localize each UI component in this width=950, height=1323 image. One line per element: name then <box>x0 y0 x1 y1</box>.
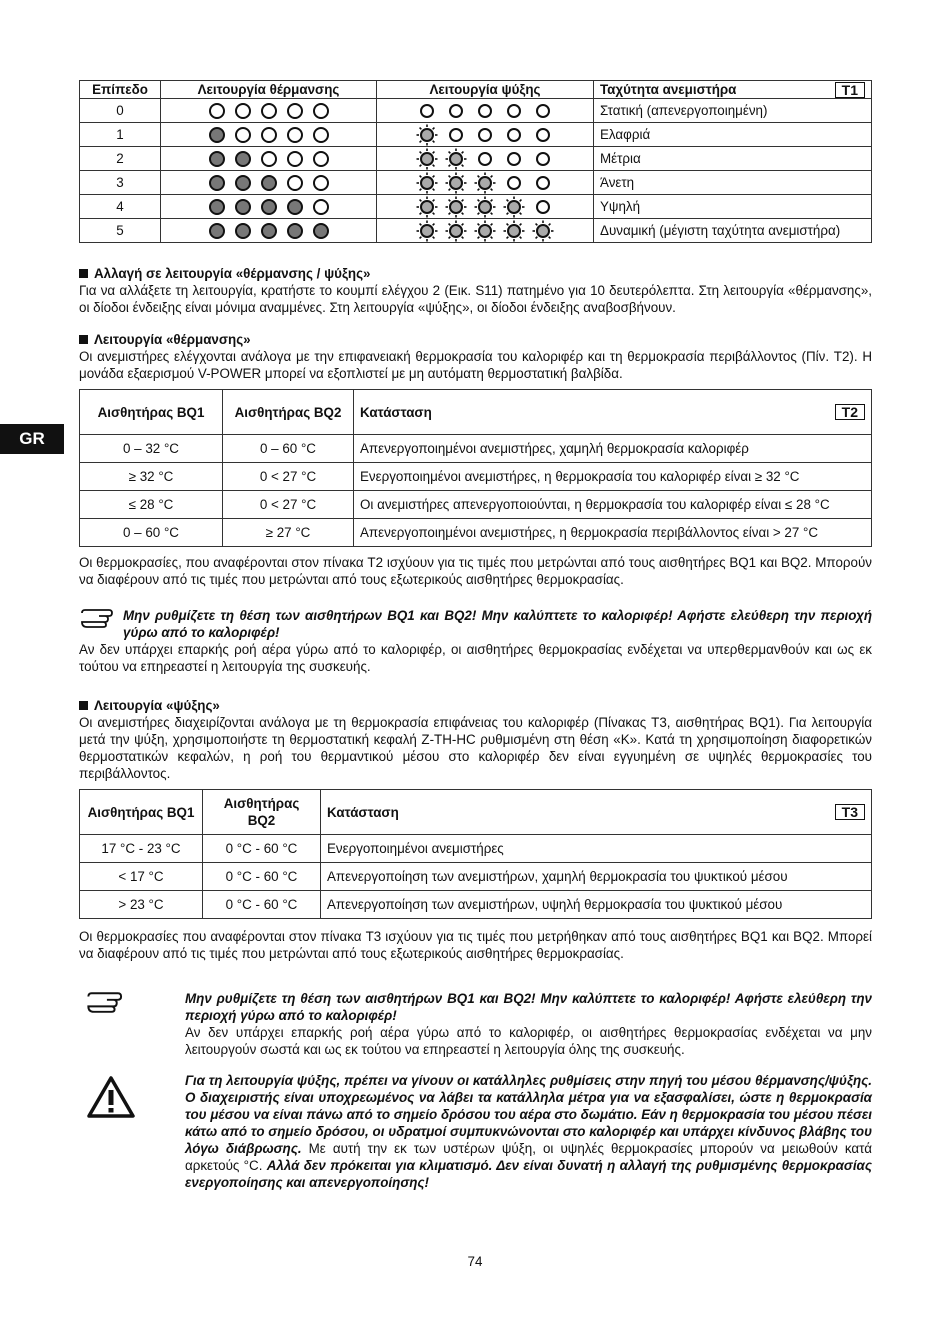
led-off-icon <box>445 100 467 122</box>
t3-cell: 17 °C - 23 °C <box>80 835 203 863</box>
led-off-icon <box>532 196 554 218</box>
table-row <box>80 519 872 547</box>
table-row <box>80 99 872 123</box>
section-text: Για να αλλάξετε τη λειτουργία, κρατήστε το κουμπί ελέγχου 2 (Εικ. S11) πατημένο για 10 δευτερόλεπτα. Στη λειτουργία «θέρμανσης», οι δίοδοι ένδειξης είναι μόνιμα αναμμένες. Στη λειτουργία «ψύξης», οι δίοδοι ένδειξης αναβοσβήνουν. <box>79 283 872 315</box>
led-off-icon <box>261 103 277 119</box>
t2-cell: Απενεργοποιημένοι ανεμιστήρες, η θερμοκρασία περιβάλλοντος είναι > 27 °C <box>354 519 872 547</box>
led-off-icon <box>503 124 525 146</box>
led-off-icon <box>416 100 438 122</box>
t1-level-cell: 1 <box>80 123 161 147</box>
led-blinking-icon <box>445 148 467 170</box>
caution-bold-1: Για τη λειτουργία ψύξης, πρέπει να γίνουν οι κατάλληλες ρυθμίσεις στην πηγή του μέσου θέρμανσης/ψύξης. Ο διαχειριστής είναι υποχρεωμένος να λάβει τα κατάλληλα μέτρα για να εξασφαλίσει, ώστε η θερμοκρασία του μέσου να είναι πάνω από το σημείο δρόσου του αέρα στο δωμάτιο. Εάν η θερμοκρασία του μέσου πέσει κάτω από το σημείο δρόσου, οι υδρατμοί συμπυκνώνονται στο καλοριφέρ και υπάρχει κίνδυνος βλάβης του λόγω διάβρωσης. <box>185 1073 872 1156</box>
led-off-icon <box>474 148 496 170</box>
t2-cell: 0 < 27 °C <box>223 463 354 491</box>
led-on-icon <box>209 151 225 167</box>
caution-bold-2: Αλλά δεν πρόκειται για κλιματισμό. Δεν είναι δυνατή η αλλαγή της ρυθμισμένης θερμοκρασίας ενεργοποίησης και απενεργοποίησης! <box>185 1158 872 1190</box>
t2-cell: Οι ανεμιστήρες απενεργοποιούνται, η θερμοκρασία του καλοριφέρ είναι ≤ 28 °C <box>354 491 872 519</box>
section-heading: Λειτουργία «θέρμανσης» <box>94 332 251 347</box>
warning-block-1 <box>79 607 872 675</box>
section-heading: Λειτουργία «ψύξης» <box>94 698 220 713</box>
t1-level-cell: 4 <box>80 195 161 219</box>
led-off-icon <box>313 103 329 119</box>
t2-cell: ≤ 28 °C <box>80 491 223 519</box>
led-off-icon <box>445 124 467 146</box>
t2-cell: 0 – 60 °C <box>223 435 354 463</box>
t1-cooling-cell <box>377 219 594 243</box>
led-on-icon <box>287 223 303 239</box>
led-blinking-icon <box>474 196 496 218</box>
t3-cell: Απενεργοποίηση των ανεμιστήρων, χαμηλή θερμοκρασία του ψυκτικού μέσου <box>321 863 872 891</box>
pointing-hand-icon <box>85 990 131 1014</box>
bullet-icon <box>79 335 88 344</box>
led-blinking-icon <box>416 124 438 146</box>
led-blinking-icon <box>416 148 438 170</box>
led-on-icon <box>313 223 329 239</box>
table-row <box>80 123 872 147</box>
led-on-icon <box>209 223 225 239</box>
t1-heating-cell <box>161 171 377 195</box>
led-blinking-icon <box>416 196 438 218</box>
bullet-icon <box>79 701 88 710</box>
led-blinking-icon <box>532 220 554 242</box>
t1-cooling-cell <box>377 99 594 123</box>
table-row <box>80 835 872 863</box>
t1-cooling-cell <box>377 195 594 219</box>
caution-text <box>185 1072 872 1191</box>
led-on-icon <box>209 175 225 191</box>
t1-speed-cell: Υψηλή <box>594 195 872 219</box>
t3-cell: 0 °C - 60 °C <box>203 835 321 863</box>
t3-cell: 0 °C - 60 °C <box>203 891 321 919</box>
led-on-icon <box>235 175 251 191</box>
led-off-icon <box>287 103 303 119</box>
page-number: 74 <box>467 1254 483 1269</box>
table-row <box>80 463 872 491</box>
led-on-icon <box>261 223 277 239</box>
t1-cooling-cell <box>377 171 594 195</box>
caution-block <box>79 1072 872 1191</box>
t1-header-speed <box>594 81 872 99</box>
led-blinking-icon <box>445 172 467 194</box>
led-off-icon <box>313 151 329 167</box>
t3-header-bq2: Αισθητήρας BQ2 <box>203 790 321 835</box>
t2-header-status-label: Κατάσταση <box>360 404 432 420</box>
led-blinking-icon <box>503 220 525 242</box>
section-mode-change <box>79 265 872 316</box>
led-on-icon <box>235 223 251 239</box>
caution-plain: Με αυτή την εκ των υστέρων ψύξη, οι υψηλές θερμοκρασίες μπορούν να μειωθούν κατά αρκετούς °C. <box>185 1141 872 1173</box>
led-off-icon <box>532 100 554 122</box>
led-blinking-icon <box>445 220 467 242</box>
section-heating <box>79 331 872 382</box>
table-tag-t3: T3 <box>835 804 865 820</box>
t2-header-bq2: Αισθητήρας BQ2 <box>223 390 354 435</box>
led-off-icon <box>532 124 554 146</box>
pointing-hand-icon <box>79 607 121 629</box>
table-row <box>80 195 872 219</box>
table-t1 <box>79 80 872 243</box>
table-t2 <box>79 389 872 547</box>
t3-cell: Ενεργοποιημένοι ανεμιστήρες <box>321 835 872 863</box>
led-off-icon <box>287 127 303 143</box>
t1-speed-cell: Στατική (απενεργοποιημένη) <box>594 99 872 123</box>
led-off-icon <box>261 151 277 167</box>
bullet-icon <box>79 269 88 278</box>
led-off-icon <box>313 127 329 143</box>
led-on-icon <box>235 151 251 167</box>
t2-cell: 0 – 32 °C <box>80 435 223 463</box>
warning-1-text: Αν δεν υπάρχει επαρκής ροή αέρα γύρω από το καλοριφέρ, οι αισθητήρες θερμοκρασίας ενδέχεται να υπερθερμανθούν και ως εκ τούτου να επηρεαστεί η λειτουργία της συσκευής. <box>79 642 872 674</box>
warning-2-bold: Μην ρυθμίζετε τη θέση των αισθητήρων BQ1 και BQ2! Μην καλύπτετε το καλοριφέρ! Αφήστε ελεύθερη την περιοχή γύρω από το καλοριφέρ! <box>185 991 872 1023</box>
t1-level-cell: 5 <box>80 219 161 243</box>
led-off-icon <box>287 151 303 167</box>
led-on-icon <box>209 199 225 215</box>
t2-header-bq1: Αισθητήρας BQ1 <box>80 390 223 435</box>
t1-level-cell: 0 <box>80 99 161 123</box>
t2-note <box>79 554 872 588</box>
table-t3 <box>79 789 872 919</box>
section-text: Οι ανεμιστήρες ελέγχονται ανάλογα με την επιφανειακή θερμοκρασία του καλοριφέρ και τη θερμοκρασία περιβάλλοντος (Πίν. T2). Η μονάδα εξαερισμού V-POWER μπορεί να εξοπλιστεί με μη αυτόματη θερμοστατική βαλβίδα. <box>79 349 872 381</box>
led-on-icon <box>209 127 225 143</box>
t2-cell: ≥ 32 °C <box>80 463 223 491</box>
led-off-icon <box>287 175 303 191</box>
table-row <box>80 147 872 171</box>
led-on-icon <box>261 199 277 215</box>
t1-header-level: Επίπεδο <box>80 81 161 99</box>
led-blinking-icon <box>474 172 496 194</box>
t2-cell: 0 – 60 °C <box>80 519 223 547</box>
t1-heating-cell <box>161 195 377 219</box>
led-off-icon <box>313 175 329 191</box>
led-off-icon <box>503 172 525 194</box>
table-row <box>80 171 872 195</box>
led-blinking-icon <box>416 172 438 194</box>
t2-cell: Ενεργοποιημένοι ανεμιστήρες, η θερμοκρασία του καλοριφέρ είναι ≥ 32 °C <box>354 463 872 491</box>
led-off-icon <box>261 127 277 143</box>
led-on-icon <box>287 199 303 215</box>
t3-cell: 0 °C - 60 °C <box>203 863 321 891</box>
t2-cell: Απενεργοποιημένοι ανεμιστήρες, χαμηλή θερμοκρασία καλοριφέρ <box>354 435 872 463</box>
led-on-icon <box>235 199 251 215</box>
section-cooling <box>79 697 872 782</box>
t1-heating-cell <box>161 99 377 123</box>
t3-header-bq1: Αισθητήρας BQ1 <box>80 790 203 835</box>
led-off-icon <box>532 172 554 194</box>
t2-note-text: Οι θερμοκρασίες, που αναφέρονται στον πίνακα T2 ισχύουν για τις τιμές που μετρώνται από τους αισθητήρες BQ1 και BQ2. Μπορούν να διαφέρουν από τις τιμές που μετρώνται από τους εξωτερικούς αισθητήρες θερμοκρασίας. <box>79 555 872 587</box>
t1-speed-cell: Άνετη <box>594 171 872 195</box>
warning-2-text: Αν δεν υπάρχει επαρκής ροή αέρα γύρω από το καλοριφέρ, οι αισθητήρες θερμοκρασίας ενδέχεται να μην λειτουργούν σωστά και ως εκ τούτου να επηρεαστεί η λειτουργία όλης της συσκευής. <box>185 1025 872 1057</box>
led-blinking-icon <box>445 196 467 218</box>
t3-cell: > 23 °C <box>80 891 203 919</box>
table-tag-t2: T2 <box>835 404 865 420</box>
t1-heating-cell <box>161 147 377 171</box>
led-off-icon <box>503 100 525 122</box>
t1-level-cell: 3 <box>80 171 161 195</box>
section-text: Οι ανεμιστήρες διαχειρίζονται ανάλογα με τη θερμοκρασία επιφάνειας του καλοριφέρ (Πίνακας T3, αισθητήρας BQ1). Για λειτουργία μετά την ψύξη, χρησιμοποιήστε τη θερμοστατική κεφαλή Z-TH-HC ρυθμισμένη στη θέση «K». Κατά τη χρησιμοποίηση διαφορετικών θερμοστατικών κεφαλών, η ροή του θερμαντικού μέσου στο καλοριφέρ δεν είναι εγγυημένη σε υψηλές θερμοκρασίες του περιβάλλοντος. <box>79 715 872 781</box>
warning-triangle-icon <box>87 1076 135 1118</box>
table-row <box>80 891 872 919</box>
led-blinking-icon <box>474 220 496 242</box>
t1-header-speed-label: Ταχύτητα ανεμιστήρα <box>600 82 737 97</box>
t1-cooling-cell <box>377 147 594 171</box>
t1-header-cooling: Λειτουργία ψύξης <box>377 81 594 99</box>
table-row <box>80 435 872 463</box>
t3-header-status-label: Κατάσταση <box>327 804 399 820</box>
t1-speed-cell: Δυναμική (μέγιστη ταχύτητα ανεμιστήρα) <box>594 219 872 243</box>
table-tag-t1: T1 <box>835 82 865 98</box>
t3-note-text: Οι θερμοκρασίες που αναφέρονται στον πίνακα T3 ισχύουν για τις τιμές που μετρήθηκαν από τους αισθητήρες BQ1 και BQ2. Μπορεί να διαφέρουν από τις τιμές που μετρώνται από τους εξωτερικούς αισθητήρες θερμοκρασίας. <box>79 929 872 961</box>
led-blinking-icon <box>416 220 438 242</box>
t2-cell: ≥ 27 °C <box>223 519 354 547</box>
language-tab: GR <box>0 424 64 454</box>
table-row <box>80 863 872 891</box>
t1-speed-cell: Ελαφριά <box>594 123 872 147</box>
section-heading: Αλλαγή σε λειτουργία «θέρμανσης / ψύξης» <box>94 266 371 281</box>
t1-heating-cell <box>161 123 377 147</box>
t2-header-status <box>354 390 872 435</box>
warning-block-2 <box>79 990 872 1058</box>
t3-note <box>79 928 872 962</box>
led-on-icon <box>261 175 277 191</box>
led-off-icon <box>474 124 496 146</box>
warning-1-bold: Μην ρυθμίζετε τη θέση των αισθητήρων BQ1 και BQ2! Μην καλύπτετε το καλοριφέρ! Αφήστε ελεύθερη την περιοχή γύρω από το καλοριφέρ! <box>123 608 872 640</box>
t3-cell: < 17 °C <box>80 863 203 891</box>
t1-cooling-cell <box>377 123 594 147</box>
led-off-icon <box>235 127 251 143</box>
t1-level-cell: 2 <box>80 147 161 171</box>
led-off-icon <box>313 199 329 215</box>
led-off-icon <box>474 100 496 122</box>
t1-heating-cell <box>161 219 377 243</box>
led-off-icon <box>235 103 251 119</box>
t2-cell: 0 < 27 °C <box>223 491 354 519</box>
led-off-icon <box>532 148 554 170</box>
t1-header-heating: Λειτουργία θέρμανσης <box>161 81 377 99</box>
led-off-icon <box>209 103 225 119</box>
t1-speed-cell: Μέτρια <box>594 147 872 171</box>
table-row <box>80 491 872 519</box>
t3-header-status <box>321 790 872 835</box>
t3-cell: Απενεργοποίηση των ανεμιστήρων, υψηλή θερμοκρασία του ψυκτικού μέσου <box>321 891 872 919</box>
led-blinking-icon <box>503 196 525 218</box>
table-row <box>80 219 872 243</box>
led-off-icon <box>503 148 525 170</box>
